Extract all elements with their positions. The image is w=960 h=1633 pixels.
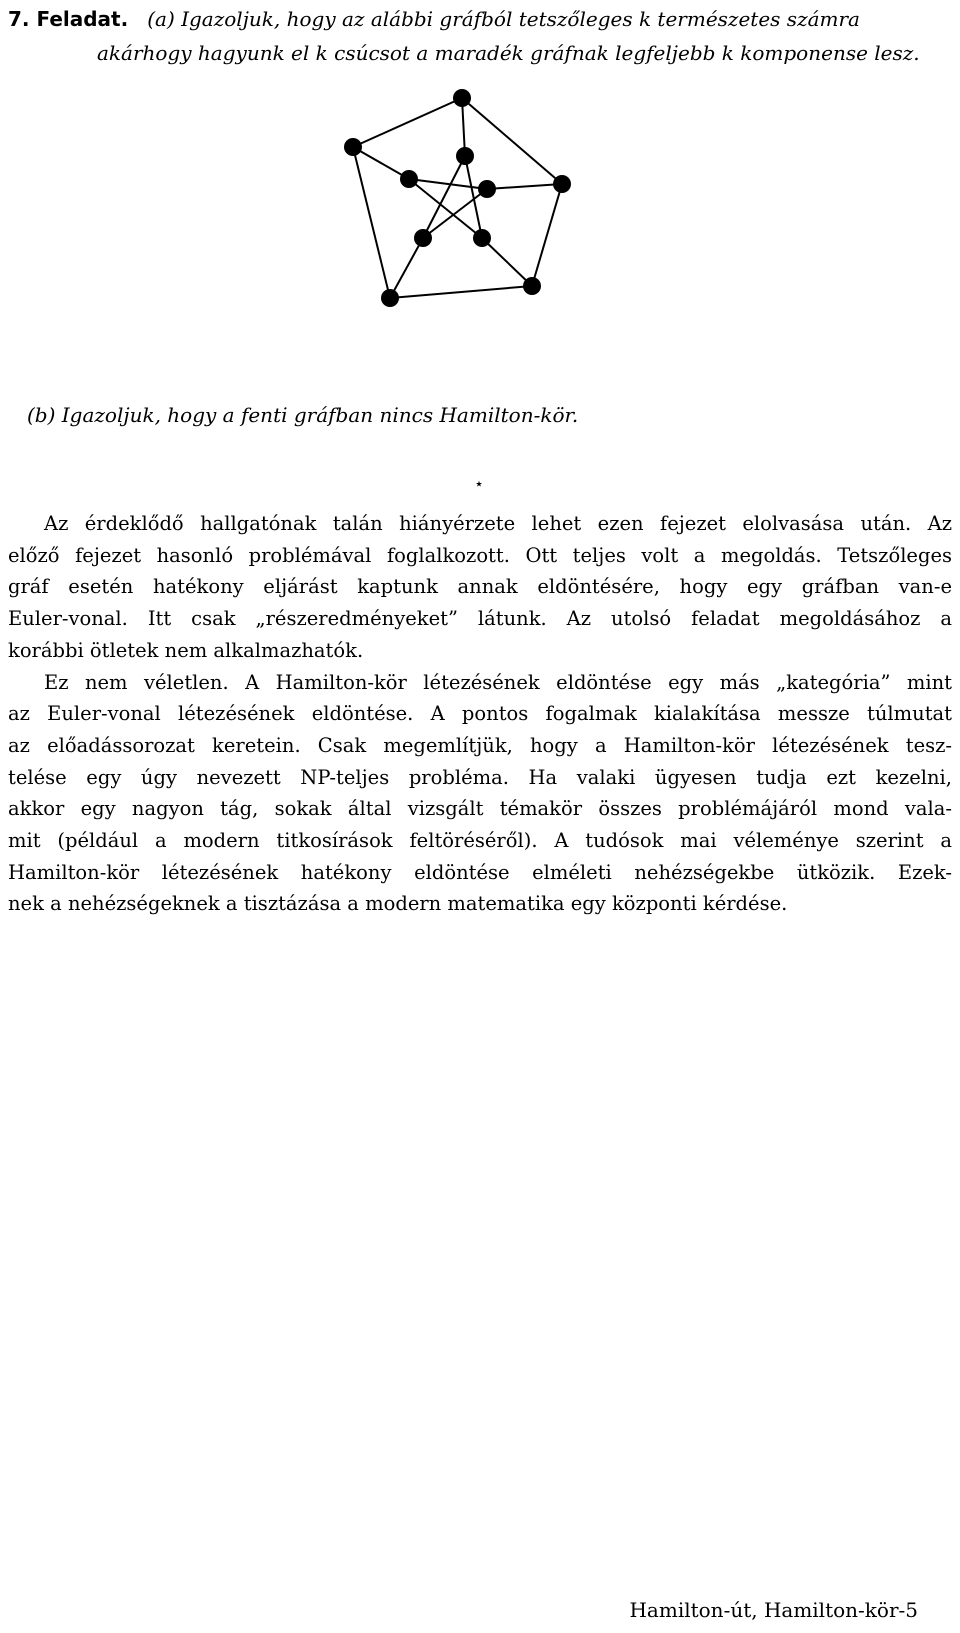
text-line: Az érdeklődő hallgatónak talán hiányérzete lehet ezen fejezet elolvasása után. Az <box>44 512 952 535</box>
section-separator-star: ⋆ <box>474 474 485 493</box>
graph-edge <box>353 98 462 147</box>
graph-edge <box>390 286 532 298</box>
petersen-graph <box>330 80 630 320</box>
graph-vertex <box>473 229 491 247</box>
graph-vertex <box>478 180 496 198</box>
text-line: mit (például a modern titkosírások feltöréséről). A tudósok mai véleménye szerint a <box>8 829 952 853</box>
graph-vertex <box>381 289 399 307</box>
text-line: Euler-vonal. Itt csak „részeredményeket” látunk. Az utolsó feladat megoldásához a <box>8 607 952 631</box>
text-line: előző fejezet hasonló problémával foglalkozott. Ott teljes volt a megoldás. Tetszőleges <box>8 543 952 567</box>
text-line: az Euler-vonal létezésének eldöntése. A pontos fogalmak kialakítása messze túlmutat <box>8 702 952 726</box>
paragraph-1 <box>8 508 952 667</box>
paragraph-2 <box>8 667 952 921</box>
graph-vertex <box>523 277 541 295</box>
text-line: korábbi ötletek nem alkalmazhatók. <box>8 638 364 662</box>
task-part-a-line2: akárhogy hagyunk el k csúcsot a maradék gráfnak legfeljebb k komponense lesz. <box>97 41 920 65</box>
body-text <box>8 508 952 920</box>
text-line: gráf esetén hatékony eljárást kaptunk annak eldöntésére, hogy egy gráfban van-e <box>8 575 952 599</box>
graph-edge <box>487 184 562 189</box>
graph-edge <box>390 238 423 298</box>
graph-edge <box>482 238 532 286</box>
graph-vertex <box>344 138 362 156</box>
text-line: Hamilton-kör létezésének hatékony eldöntése elméleti nehézségekbe ütközik. Ezek- <box>8 860 952 884</box>
graph-edge <box>353 147 409 179</box>
graph-edge <box>462 98 562 184</box>
task-label: 7. Feladat. <box>8 7 129 31</box>
text-line: az előadássorozat keretein. Csak megemlítjük, hogy a Hamilton-kör létezésének tesz- <box>8 733 952 757</box>
graph-edge <box>423 156 465 238</box>
graph-vertex <box>553 175 571 193</box>
task-heading <box>8 4 952 35</box>
task-part-a-line1: (a) Igazoljuk, hogy az alábbi gráfból tetszőleges k természetes számra <box>147 7 860 31</box>
text-line: nek a nehézségeknek a tisztázása a modern matematika egy központi kérdése. <box>8 892 788 916</box>
graph-edge <box>353 147 390 298</box>
task-part-b: (b) Igazoljuk, hogy a fenti gráfban nincs Hamilton-kör. <box>27 403 579 427</box>
text-line: Ez nem véletlen. A Hamilton-kör létezésének eldöntése egy más „kategória” mint <box>44 670 952 694</box>
page-footer: Hamilton-út, Hamilton-kör-5 <box>629 1598 918 1622</box>
text-line: telése egy úgy nevezett NP-teljes probléma. Ha valaki ügyesen tudja ezt kezelni, <box>8 765 952 789</box>
graph-edge <box>532 184 562 286</box>
graph-vertex <box>456 147 474 165</box>
graph-vertex <box>400 170 418 188</box>
graph-vertex <box>453 89 471 107</box>
text-line: akkor egy nagyon tág, sokak által vizsgált témakör összes problémájáról mond vala- <box>8 797 952 821</box>
graph-vertex <box>414 229 432 247</box>
